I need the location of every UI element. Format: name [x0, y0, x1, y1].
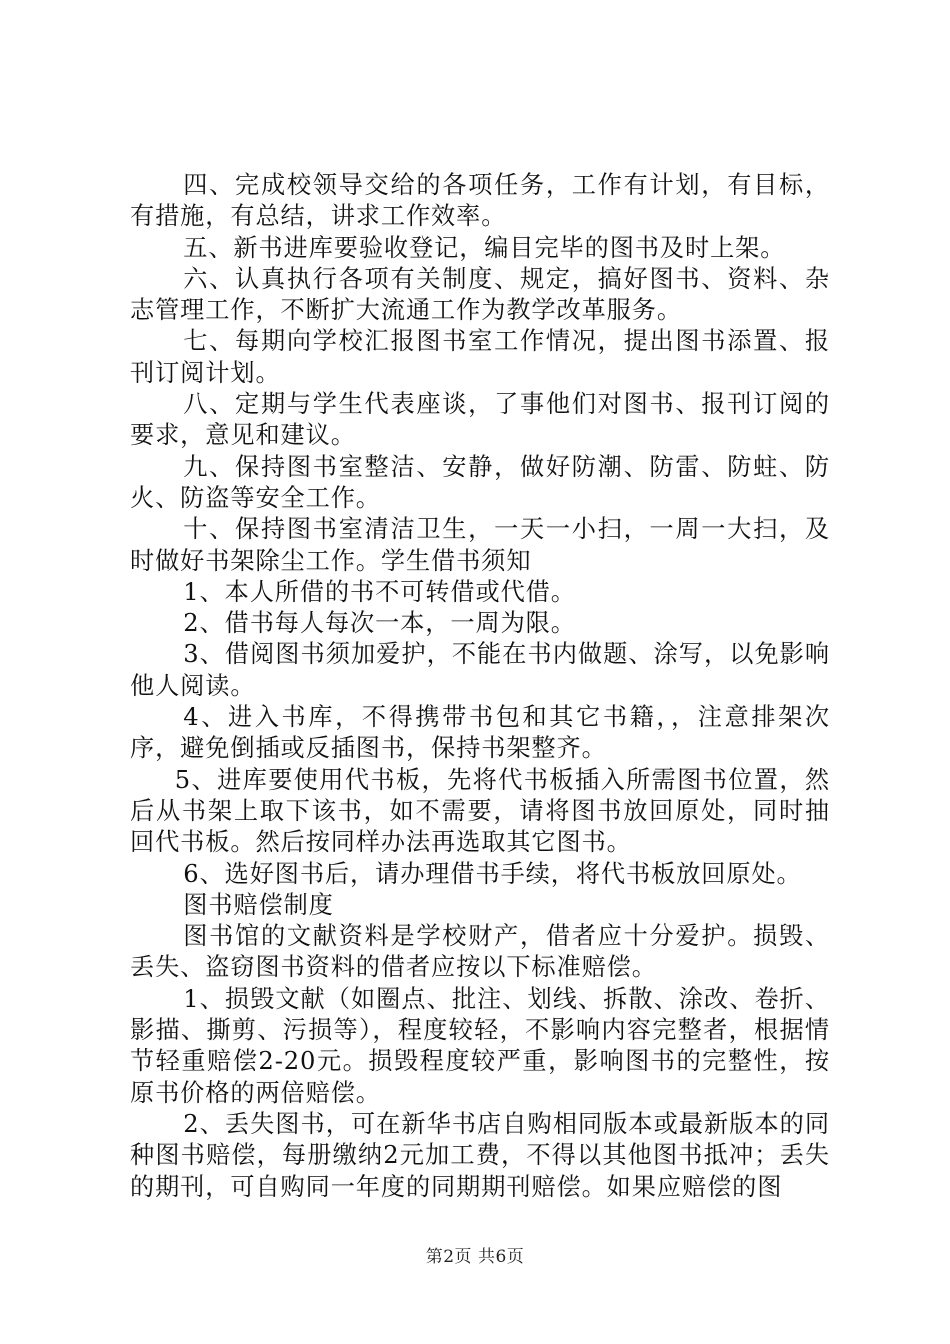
paragraph-task-7: 七、每期向学校汇报图书室工作情况，提出图书添置、报刊订阅计划。: [130, 327, 830, 387]
paragraph-task-5: 五、新书进库要验收登记，编目完毕的图书及时上架。: [183, 233, 786, 262]
section-heading-compensation: 图书赔偿制度: [183, 890, 334, 919]
paragraph-borrow-rule-6: 6、选好图书后，请办理借书手续，将代书板放回原处。: [183, 859, 802, 888]
paragraph-borrow-rule-2: 2、借书每人每次一本，一周为限。: [183, 609, 576, 638]
paragraph-task-4: 四、完成校领导交给的各项任务，工作有计划，有目标，有措施，有总结，讲求工作效率。: [130, 171, 830, 231]
paragraph-compensation-2: 2、丢失图书，可在新华书店自购相同版本或最新版本的同种图书赔偿，每册缴纳2元加工费，不得以其他图书抵冲；丢失的期刊，可自购同一年度的同期期刊赔偿。如果应赔偿的图: [130, 1109, 830, 1201]
page-number-footer: 第2页 共6页: [425, 1247, 525, 1267]
paragraph-borrow-rule-3: 3、借阅图书须加爱护，不能在书内做题、涂写，以免影响他人阅读。: [130, 640, 830, 700]
paragraph-borrow-rule-4: 4、进入书库，不得携带书包和其它书籍，，注意排架次序，避免倒插或反插图书，保持书架整齐。: [130, 703, 830, 763]
paragraph-compensation-intro: 图书馆的文献资料是学校财产，借者应十分爱护。损毁、丢失、盗窃图书资料的借者应按以下标准赔偿。: [130, 922, 830, 982]
paragraph-borrow-rule-5: 5、进库要使用代书板，先将代书板插入所需图书位置，然后从书架上取下该书，如不需要，请将图书放回原处，同时抽回代书板。然后按同样办法再选取其它图书。: [130, 765, 830, 857]
paragraph-compensation-1: 1、损毁文献（如圈点、批注、划线、拆散、涂改、卷折、影描、撕剪、污损等），程度较轻，不影响内容完整者，根据情节轻重赔偿2-20元。损毁程度较严重，影响图书的完整性，按原书价格的两倍赔偿。: [130, 984, 830, 1107]
paragraph-task-6: 六、认真执行各项有关制度、规定，搞好图书、资料、杂志管理工作，不断扩大流通工作为教学改革服务。: [130, 264, 830, 325]
paragraph-borrow-rule-1: 1、本人所借的书不可转借或代借。: [183, 577, 576, 606]
paragraph-task-9: 九、保持图书室整洁、安静，做好防潮、防雷、防蛀、防火、防盗等安全工作。: [130, 452, 830, 512]
paragraph-task-8: 八、定期与学生代表座谈，了事他们对图书、报刊订阅的要求，意见和建议。: [130, 390, 830, 450]
paragraph-task-10: 十、保持图书室清洁卫生，一天一小扫，一周一大扫，及时做好书架除尘工作。学生借书须知: [130, 515, 830, 575]
document-body: [130, 170, 830, 1203]
